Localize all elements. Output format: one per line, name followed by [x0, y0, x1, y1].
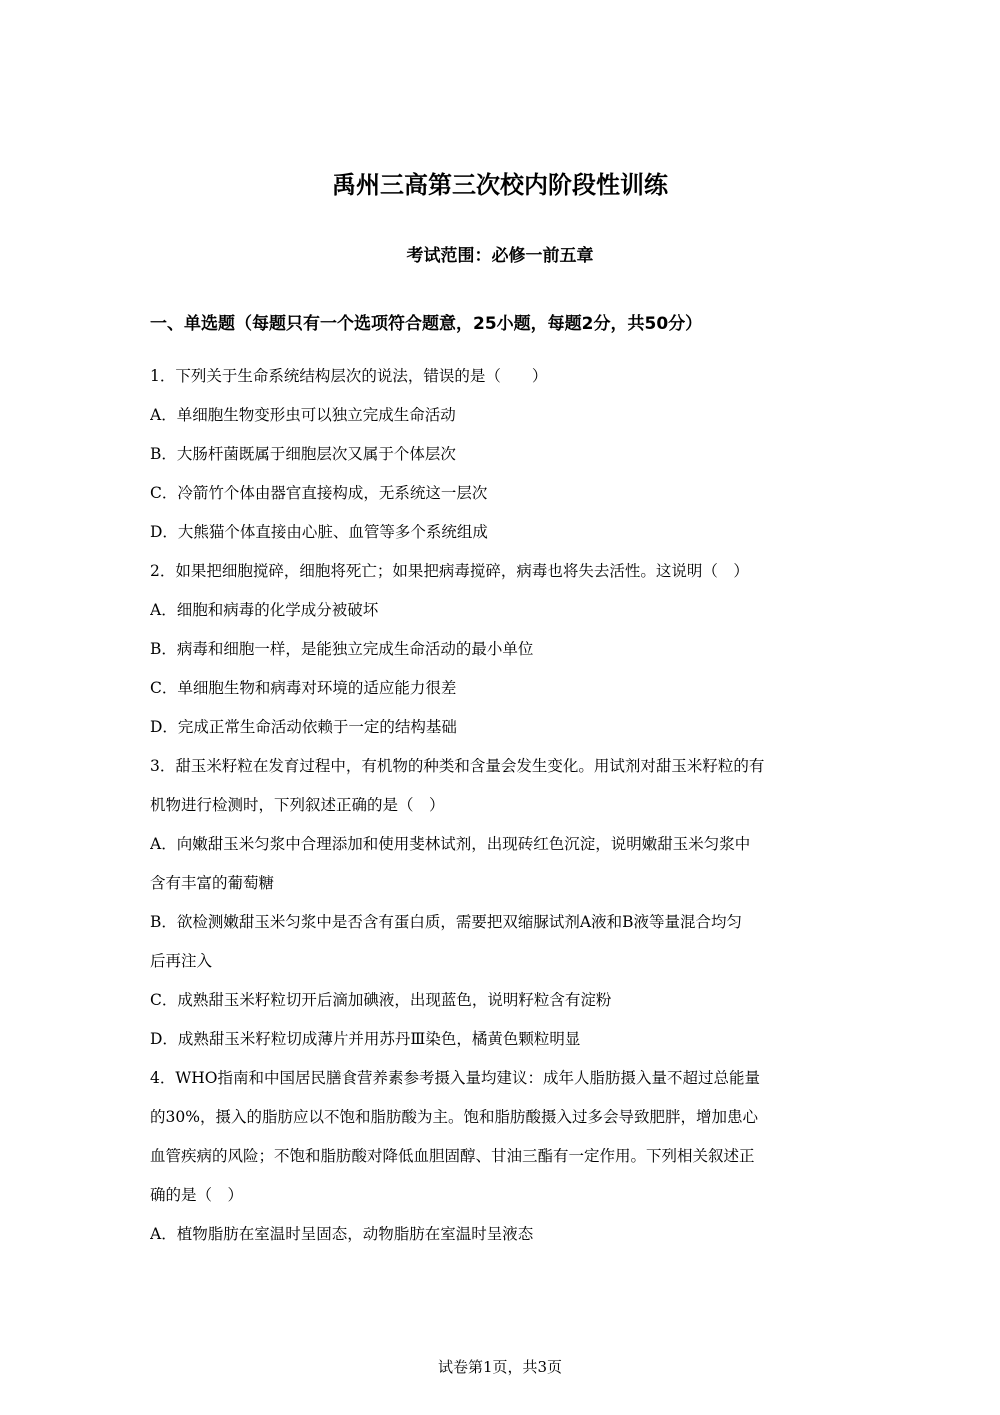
answer-option-line: A．单细胞生物变形虫可以独立完成生命活动 [150, 406, 456, 424]
exam-scope: 考试范围：必修一前五章 [406, 246, 594, 266]
answer-option [150, 903, 850, 981]
question-stem-line: 的30%，摄入的脂肪应以不饱和脂肪酸为主。饱和脂肪酸摄入过多会导致肥胖，增加患心 [150, 1108, 758, 1126]
page-title: 禹州三高第三次校内阶段性训练 [332, 171, 668, 199]
answer-option-line: B．大肠杆菌既属于细胞层次又属于个体层次 [150, 445, 456, 463]
question-stem-line: 3．甜玉米籽粒在发育过程中，有机物的种类和含量会发生变化。用试剂对甜玉米籽粒的有 [150, 757, 765, 775]
answer-option [150, 591, 850, 630]
question-stem-line: 1．下列关于生命系统结构层次的说法，错误的是（ ） [150, 367, 548, 385]
answer-option-line: B．病毒和细胞一样，是能独立完成生命活动的最小单位 [150, 640, 534, 658]
page-footer: 试卷第1页，共3页 [437, 1358, 563, 1376]
question-3 [150, 747, 850, 1059]
question-list [150, 357, 850, 1254]
question-1 [150, 357, 850, 552]
answer-option [150, 396, 850, 435]
answer-option [150, 1215, 850, 1254]
answer-option [150, 708, 850, 747]
answer-option [150, 1020, 850, 1059]
answer-option-line: B．欲检测嫩甜玉米匀浆中是否含有蛋白质，需要把双缩脲试剂A液和B液等量混合均匀 [150, 913, 742, 931]
answer-option-line: A．细胞和病毒的化学成分被破坏 [150, 601, 379, 619]
answer-option [150, 825, 850, 903]
answer-option-line: D．成熟甜玉米籽粒切成薄片并用苏丹Ⅲ染色，橘黄色颗粒明显 [150, 1030, 581, 1048]
answer-option [150, 435, 850, 474]
answer-option-line: A．植物脂肪在室温时呈固态，动物脂肪在室温时呈液态 [150, 1225, 534, 1243]
answer-option-line: C．冷箭竹个体由器官直接构成，无系统这一层次 [150, 484, 488, 502]
question-stem-line: 4．WHO指南和中国居民膳食营养素参考摄入量均建议：成年人脂肪摄入量不超过总能量 [150, 1069, 761, 1087]
answer-option [150, 630, 850, 669]
question-stem-line: 机物进行检测时，下列叙述正确的是（ ） [150, 796, 445, 814]
answer-option-line: 含有丰富的葡萄糖 [150, 874, 275, 892]
answer-option-line: 后再注入 [150, 952, 213, 970]
answer-option [150, 513, 850, 552]
answer-option-line: D．大熊猫个体直接由心脏、血管等多个系统组成 [150, 523, 488, 541]
question-2 [150, 552, 850, 747]
question-stem-line: 2．如果把细胞搅碎，细胞将死亡；如果把病毒搅碎，病毒也将失去活性。这说明（ ） [150, 562, 749, 580]
question-stem-line: 确的是（ ） [150, 1186, 244, 1204]
answer-option-line: C．成熟甜玉米籽粒切开后滴加碘液，出现蓝色，说明籽粒含有淀粉 [150, 991, 612, 1009]
answer-option [150, 669, 850, 708]
question-stem-line: 血管疾病的风险；不饱和脂肪酸对降低血胆固醇、甘油三酯有一定作用。下列相关叙述正 [150, 1147, 755, 1165]
answer-option-line: C．单细胞生物和病毒对环境的适应能力很差 [150, 679, 457, 697]
section-heading: 一、单选题（每题只有一个选项符合题意，25小题，每题2分，共50分） [150, 314, 703, 334]
answer-option [150, 474, 850, 513]
answer-option-line: D．完成正常生命活动依赖于一定的结构基础 [150, 718, 457, 736]
answer-option [150, 981, 850, 1020]
question-4 [150, 1059, 850, 1254]
answer-option-line: A．向嫩甜玉米匀浆中合理添加和使用斐林试剂，出现砖红色沉淀，说明嫩甜玉米匀浆中 [150, 835, 751, 853]
